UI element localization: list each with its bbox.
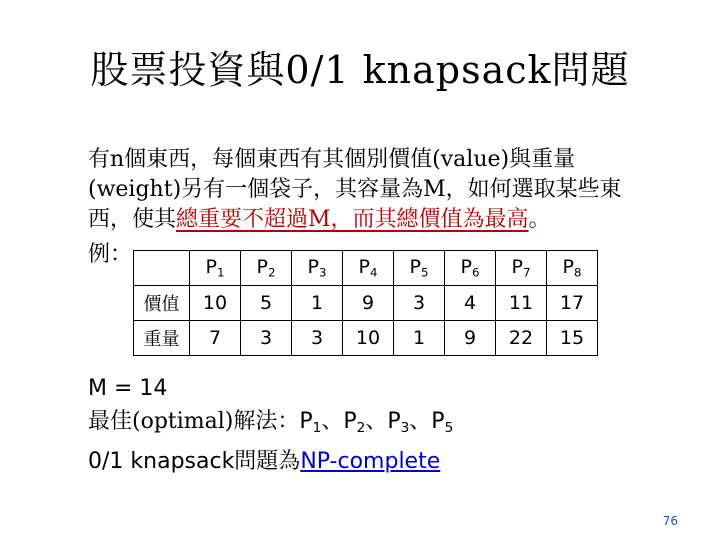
table-cell: 10	[190, 286, 241, 321]
column-header: $P_5$	[394, 251, 445, 286]
table-cell: 15	[547, 321, 598, 356]
table-cell: 1	[394, 321, 445, 356]
description-end: 。	[528, 207, 551, 232]
row-label: 重量	[134, 321, 190, 356]
problem-description	[88, 145, 628, 235]
np-complete-link[interactable]: NP-complete	[300, 449, 441, 475]
solution-prefix: 最佳(optimal)解法：	[88, 409, 300, 434]
table-cell: 17	[547, 286, 598, 321]
page-number: 76	[662, 514, 678, 528]
np-line-prefix: 0/1 knapsack問題為	[88, 449, 301, 475]
table-cell: 1	[292, 286, 343, 321]
column-header: $P_2$	[241, 251, 292, 286]
solution-block	[88, 372, 453, 478]
table-cell: 9	[343, 286, 394, 321]
table-cell: 11	[496, 286, 547, 321]
table-cell: 5	[241, 286, 292, 321]
page-title: 股票投資與0/1 knapsack問題	[90, 48, 630, 92]
column-header: $P_4$	[343, 251, 394, 286]
table-cell: 3	[292, 321, 343, 356]
table-cell: 3	[241, 321, 292, 356]
table-cell: 22	[496, 321, 547, 356]
solution-item: $P_1$	[299, 409, 322, 437]
column-header: $P_1$	[190, 251, 241, 286]
table-header-row	[134, 251, 598, 286]
solution-item: $P_5$	[431, 409, 454, 437]
optimal-solution-line: 最佳(optimal)解法：$P_1$、$P_2$、$P_3$、$P_5$	[88, 409, 454, 437]
row-label: 價值	[134, 286, 190, 321]
table-cell: 3	[394, 286, 445, 321]
table-cell: 7	[190, 321, 241, 356]
column-header: $P_6$	[445, 251, 496, 286]
column-header: $P_3$	[292, 251, 343, 286]
items-table	[133, 250, 598, 356]
column-header: $P_8$	[547, 251, 598, 286]
capacity-line: M = 14	[88, 376, 168, 401]
description-text: 有n個東西，每個東西有其個別價值(value)與重量(weight)另有一個袋子，其容量為M，如何選取某些東西，使其	[88, 147, 622, 232]
table-row-value	[134, 286, 598, 321]
np-complete-line	[88, 445, 453, 478]
table-cell: 4	[445, 286, 496, 321]
solution-item: $P_3$	[387, 409, 410, 437]
solution-item: $P_2$	[343, 409, 366, 437]
table-corner-cell	[134, 251, 190, 286]
column-header: $P_7$	[496, 251, 547, 286]
table-cell: 9	[445, 321, 496, 356]
table-row-weight	[134, 321, 598, 356]
highlighted-condition: 總重要不超過M，而其總價值為最高	[176, 207, 529, 232]
example-label: 例：	[88, 242, 133, 267]
table-cell: 10	[343, 321, 394, 356]
